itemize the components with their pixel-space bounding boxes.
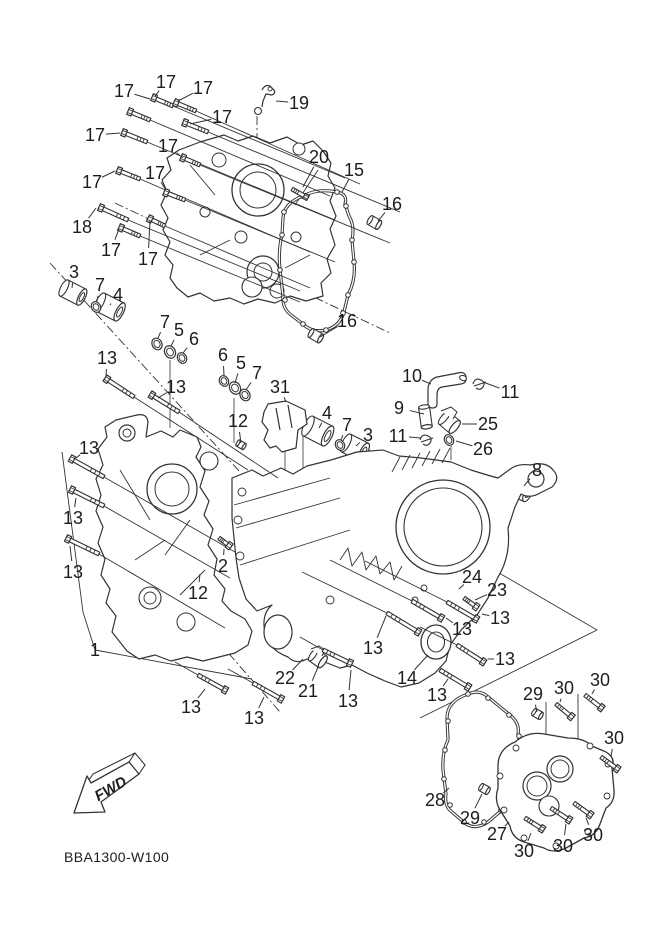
bracket-19-drawing (255, 86, 275, 115)
callout-8-label: 8 (531, 460, 543, 480)
callout-11-label: 11 (500, 382, 520, 402)
callout-13-label: 13 (451, 619, 473, 639)
path (420, 435, 433, 445)
bolt-shaft (69, 538, 100, 556)
gasket-hole (346, 293, 351, 298)
callout-13-label: 13 (165, 377, 187, 397)
clip-11-drawing (473, 379, 486, 389)
callout-5-label: 5 (235, 353, 247, 373)
leader-line (341, 435, 343, 440)
gasket-hole (280, 233, 285, 238)
circle (291, 232, 301, 242)
leader-line (135, 94, 150, 99)
leader-line (178, 93, 193, 101)
callout-4-label: 4 (321, 403, 333, 423)
bolt-axis-line (228, 669, 253, 683)
callout-14-label: 14 (396, 668, 418, 688)
callout-30-label: 30 (589, 670, 611, 690)
plug-25-drawing (437, 407, 463, 435)
leader-line (483, 382, 500, 388)
callout-10-label: 10 (401, 366, 423, 386)
callout-1-label: 1 (89, 640, 101, 660)
gasket-hole (283, 298, 288, 303)
cover-bolt-hole (497, 773, 503, 779)
callout-17-label: 17 (137, 249, 159, 269)
callout-21-label: 21 (297, 681, 319, 701)
gasket-hole (278, 268, 283, 273)
callout-6-label: 6 (188, 329, 200, 349)
collar-3-drawing (57, 278, 89, 306)
callout-3-label: 3 (68, 262, 80, 282)
drawing-number: BBA1300-W100 (64, 849, 170, 865)
bolt-shaft (122, 227, 141, 238)
circle (527, 776, 547, 796)
washer-6-drawing (217, 374, 230, 388)
fwd-arrow-label: FWD (91, 773, 130, 806)
leader-line (106, 133, 120, 134)
circle (144, 592, 156, 604)
callout-13-label: 13 (489, 608, 511, 628)
leader-line (246, 382, 251, 390)
bolt-shaft (197, 673, 224, 690)
bolt-30-drawing (584, 694, 605, 712)
bolt-shaft (102, 207, 129, 222)
callout-26-label: 26 (472, 439, 494, 459)
callout-7-label: 7 (341, 415, 353, 435)
callout-29-label: 29 (522, 684, 544, 704)
leader-line (235, 374, 238, 383)
callout-29-label: 29 (459, 808, 481, 828)
callout-2-label: 2 (217, 556, 229, 576)
gasket-hole (443, 748, 448, 753)
circle (268, 87, 272, 91)
gasket-hole (301, 322, 306, 327)
circle (404, 488, 482, 566)
circle (234, 516, 242, 524)
leader-line (482, 614, 489, 616)
callout-28-label: 28 (424, 790, 446, 810)
leader-line (456, 441, 472, 446)
callout-30-label: 30 (513, 841, 535, 861)
dowel-29-drawing (478, 783, 492, 795)
gasket-hole (350, 238, 355, 243)
gasket-hole (344, 204, 349, 209)
circle (177, 613, 195, 631)
circle (123, 429, 131, 437)
bolt-shaft (152, 394, 180, 413)
leader-line (475, 794, 482, 808)
callout-27-label: 27 (486, 824, 508, 844)
leader-line (190, 119, 211, 124)
callout-17-label: 17 (113, 81, 135, 101)
bolt-13-drawing (175, 662, 229, 694)
leader-line (259, 697, 264, 708)
callout-13-label: 13 (62, 562, 84, 582)
callout-30-label: 30 (553, 678, 575, 698)
callout-17-label: 17 (100, 240, 122, 260)
clip-11-drawing (420, 435, 433, 445)
callout-23-label: 23 (486, 580, 508, 600)
leader-line (171, 340, 174, 346)
leader-line (75, 498, 76, 507)
callout-13-label: 13 (78, 438, 100, 458)
callout-20-label: 20 (308, 147, 330, 167)
washer-5-drawing (162, 344, 178, 360)
leader-line (72, 283, 73, 288)
fwd-arrow (74, 753, 145, 813)
callout-13-label: 13 (362, 638, 384, 658)
path (262, 401, 307, 452)
bolt-shaft (73, 458, 105, 478)
callout-17-label: 17 (192, 78, 214, 98)
circle (240, 172, 276, 208)
callout-30-label: 30 (552, 836, 574, 856)
callout-13-label: 13 (243, 708, 265, 728)
gasket-hole (446, 719, 451, 724)
leader-line (611, 749, 612, 757)
dowel-16-drawing (366, 215, 383, 231)
circle (238, 488, 246, 496)
bracket-31-drawing (262, 401, 307, 452)
leader-line (560, 699, 561, 702)
callout-12-label: 12 (227, 411, 249, 431)
callout-7-label: 7 (94, 275, 106, 295)
leader-line (102, 171, 115, 177)
callout-25-label: 25 (477, 414, 499, 434)
bolt-shaft (120, 170, 141, 181)
leader-line (409, 437, 421, 438)
callout-30-label: 30 (582, 825, 604, 845)
circle (326, 596, 334, 604)
o-ring-26-drawing (442, 433, 455, 447)
callout-17-label: 17 (81, 172, 103, 192)
path (473, 379, 486, 389)
callout-17-label: 17 (144, 163, 166, 183)
cover-bolt-hole (604, 793, 610, 799)
leader-line (158, 332, 161, 338)
leader-line (149, 221, 150, 248)
cover-bolt-hole (513, 745, 519, 751)
circle (235, 231, 247, 243)
bolt-shaft (107, 379, 135, 399)
callout-13-label: 13 (96, 348, 118, 368)
leader-line (276, 101, 288, 102)
callout-16-label: 16 (336, 311, 358, 331)
bolt-shaft (131, 111, 151, 122)
gasket-hole (486, 696, 491, 701)
callout-7-label: 7 (251, 363, 263, 383)
callout-17-label: 17 (157, 136, 179, 156)
breather-hose-10-drawing (428, 373, 467, 409)
circle (200, 452, 218, 470)
callout-17-label: 17 (84, 125, 106, 145)
circle (255, 108, 262, 115)
leader-line (312, 667, 318, 681)
callout-11-label: 11 (388, 426, 408, 446)
circle (155, 472, 189, 506)
circle (242, 277, 262, 297)
gasket-hole (448, 803, 453, 808)
callout-17-label: 17 (211, 107, 233, 127)
leader-line (115, 229, 119, 240)
callout-6-label: 6 (217, 345, 229, 365)
gasket-hole (282, 210, 287, 215)
callout-13-label: 13 (180, 697, 202, 717)
cover-bolt-hole (587, 743, 593, 749)
gasket-hole (335, 190, 340, 195)
pump-bore (264, 615, 292, 649)
circle (212, 153, 226, 167)
o-ring-7-drawing (150, 336, 164, 351)
gasket-hole (324, 328, 329, 333)
leader-line (70, 546, 72, 561)
bolt-shaft (155, 97, 174, 108)
callout-30-label: 30 (603, 728, 625, 748)
callout-13-label: 13 (494, 649, 516, 669)
callout-3-label: 3 (362, 425, 374, 445)
callout-24-label: 24 (461, 567, 483, 587)
dowel-29-drawing (531, 708, 545, 720)
callout-9-label: 9 (393, 398, 405, 418)
callout-22-label: 22 (274, 668, 296, 688)
cover-bolt-hole (501, 807, 507, 813)
callout-7-label: 7 (159, 312, 171, 332)
gasket-hole (482, 820, 487, 825)
gasket-hole (466, 692, 471, 697)
gasket-hole (442, 777, 447, 782)
circle (551, 760, 569, 778)
callout-5-label: 5 (173, 320, 185, 340)
gasket-hole (352, 260, 357, 265)
bolt-30-drawing (555, 703, 575, 721)
gasket-hole (507, 713, 512, 718)
callout-13-label: 13 (337, 691, 359, 711)
callout-13-label: 13 (62, 508, 84, 528)
callout-17-label: 17 (155, 72, 177, 92)
callout-31-label: 31 (269, 377, 291, 397)
callout-18-label: 18 (71, 217, 93, 237)
callout-19-label: 19 (288, 93, 310, 113)
callout-12-label: 12 (187, 583, 209, 603)
leader-line (349, 670, 351, 690)
case-outline (96, 415, 252, 661)
bolt-shaft (555, 703, 571, 717)
callout-4-label: 4 (112, 285, 124, 305)
bolt-shaft (186, 122, 209, 134)
leader-line (592, 690, 595, 694)
callout-15-label: 15 (343, 160, 365, 180)
callout-16-label: 16 (381, 194, 403, 214)
bolt-shaft (125, 132, 148, 144)
callout-13-label: 13 (426, 685, 448, 705)
washer-6-drawing (175, 351, 188, 365)
bolt-shaft (584, 694, 601, 709)
bolt-shaft (177, 102, 197, 113)
bolt-shaft (456, 643, 483, 662)
circle (293, 143, 305, 155)
circle (236, 552, 244, 560)
left-crankcase-half-drawing (96, 415, 252, 661)
leader-line (183, 348, 187, 353)
